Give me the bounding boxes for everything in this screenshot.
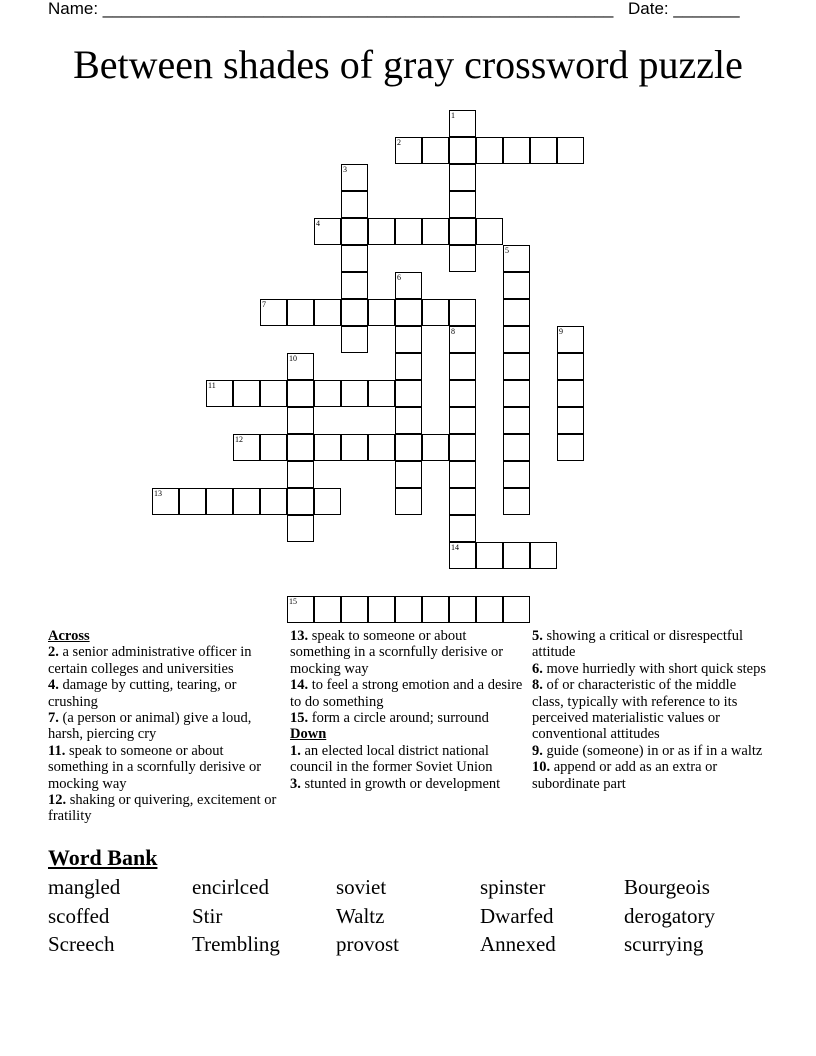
grid-cell[interactable] xyxy=(557,137,584,164)
clue-text: guide (someone) in or as if in a waltz xyxy=(546,742,763,759)
grid-cell[interactable] xyxy=(476,596,503,623)
clue-item xyxy=(48,710,286,743)
grid-cell[interactable] xyxy=(449,542,476,569)
clue-number-label: 9. xyxy=(532,742,543,759)
grid-cell[interactable] xyxy=(449,299,476,326)
grid-cell[interactable] xyxy=(557,434,584,461)
clue-number: 12 xyxy=(235,435,243,444)
grid-cell[interactable] xyxy=(179,488,206,515)
grid-cell[interactable] xyxy=(503,596,530,623)
grid-cell[interactable] xyxy=(260,434,287,461)
grid-cell[interactable] xyxy=(557,380,584,407)
grid-cell[interactable] xyxy=(395,434,422,461)
clue-item xyxy=(532,759,768,792)
clue-text: of or characteristic of the middle class, typically with reference to its perceived materialistic values or conventional attitudes xyxy=(532,677,738,743)
word-bank-item: Annexed xyxy=(480,932,556,956)
word-bank-item: scoffed xyxy=(48,904,110,928)
grid-cell[interactable] xyxy=(395,218,422,245)
grid-cell[interactable] xyxy=(449,515,476,542)
grid-cell[interactable] xyxy=(341,218,368,245)
grid-cell[interactable] xyxy=(503,380,530,407)
clue-number-label: 1. xyxy=(290,742,301,759)
clue-item xyxy=(48,677,286,710)
clue-number-label: 10. xyxy=(532,759,551,776)
word-bank-item: scurrying xyxy=(624,932,704,956)
grid-cell[interactable] xyxy=(395,137,422,164)
grid-cell[interactable] xyxy=(314,434,341,461)
grid-cell[interactable] xyxy=(503,488,530,515)
grid-cell[interactable] xyxy=(260,488,287,515)
clue-number-label: 3. xyxy=(290,775,301,792)
word-bank-item: provost xyxy=(336,932,399,956)
grid-cell[interactable] xyxy=(476,137,503,164)
grid-cell[interactable] xyxy=(449,596,476,623)
grid-cell[interactable] xyxy=(341,299,368,326)
grid-cell[interactable] xyxy=(287,380,314,407)
grid-cell[interactable] xyxy=(395,461,422,488)
clue-number-label: 14. xyxy=(290,677,309,694)
grid-cell[interactable] xyxy=(449,461,476,488)
word-bank-item: Dwarfed xyxy=(480,904,554,928)
word-bank-item: soviet xyxy=(336,875,387,899)
grid-cell[interactable] xyxy=(449,110,476,137)
grid-cell[interactable] xyxy=(422,137,449,164)
grid-cell[interactable] xyxy=(449,407,476,434)
grid-cell[interactable] xyxy=(368,299,395,326)
grid-cell[interactable] xyxy=(368,434,395,461)
grid-cell[interactable] xyxy=(206,380,233,407)
grid-cell[interactable] xyxy=(287,488,314,515)
grid-cell[interactable] xyxy=(341,596,368,623)
grid-cell[interactable] xyxy=(503,434,530,461)
clue-text: damage by cutting, tearing, or crushing xyxy=(48,677,237,710)
across-heading: Across xyxy=(48,628,90,644)
clue-number: 13 xyxy=(154,489,162,498)
clue-number-label: 12. xyxy=(48,792,67,809)
clue-item xyxy=(532,628,768,661)
grid-cell[interactable] xyxy=(422,299,449,326)
word-bank-item: mangled xyxy=(48,875,121,899)
grid-cell[interactable] xyxy=(449,245,476,272)
grid-cell[interactable] xyxy=(395,407,422,434)
clue-number: 6 xyxy=(397,273,401,282)
word-bank-item: Screech xyxy=(48,932,115,956)
clue-item xyxy=(48,743,286,792)
grid-cell[interactable] xyxy=(503,407,530,434)
grid-cell[interactable] xyxy=(449,488,476,515)
clue-number: 11 xyxy=(208,381,216,390)
clue-number-label: 5. xyxy=(532,628,543,644)
clue-number: 4 xyxy=(316,219,320,228)
clue-item xyxy=(48,644,286,677)
clue-number-label: 7. xyxy=(48,710,59,727)
grid-cell[interactable] xyxy=(557,353,584,380)
clue-text: speak to someone or about something in a scornfully derisive or mocking way xyxy=(48,742,262,792)
clue-item xyxy=(290,628,530,677)
grid-cell[interactable] xyxy=(206,488,233,515)
grid-cell[interactable] xyxy=(287,299,314,326)
clue-text: a senior administrative officer in certain colleges and universities xyxy=(48,644,252,677)
grid-cell[interactable] xyxy=(152,488,179,515)
grid-cell[interactable] xyxy=(449,218,476,245)
clue-item xyxy=(290,710,530,726)
clue-number: 14 xyxy=(451,543,459,552)
word-bank-item: Stir xyxy=(192,904,223,928)
grid-cell[interactable] xyxy=(449,191,476,218)
grid-cell[interactable] xyxy=(449,380,476,407)
clue-number: 7 xyxy=(262,300,266,309)
grid-cell[interactable] xyxy=(530,137,557,164)
grid-cell[interactable] xyxy=(395,272,422,299)
clue-text: speak to someone or about something in a scornfully derisive or mocking way xyxy=(290,628,504,677)
grid-cell[interactable] xyxy=(233,434,260,461)
grid-cell[interactable] xyxy=(503,272,530,299)
grid-cell[interactable] xyxy=(368,380,395,407)
grid-cell[interactable] xyxy=(557,407,584,434)
word-bank-item: Trembling xyxy=(192,932,280,956)
grid-cell[interactable] xyxy=(287,434,314,461)
clues-column-2 xyxy=(290,628,530,792)
clue-text: an elected local district national council in the former Soviet Union xyxy=(290,742,493,776)
grid-cell[interactable] xyxy=(476,542,503,569)
clues-column-1 xyxy=(48,628,286,825)
grid-cell[interactable] xyxy=(503,353,530,380)
clue-number: 15 xyxy=(289,597,297,606)
grid-cell[interactable] xyxy=(503,137,530,164)
grid-cell[interactable] xyxy=(395,488,422,515)
grid-cell[interactable] xyxy=(503,542,530,569)
grid-cell[interactable] xyxy=(503,326,530,353)
clue-text: move hurriedly with short quick steps xyxy=(546,660,766,677)
grid-cell[interactable] xyxy=(287,515,314,542)
clue-text: stunted in growth or development xyxy=(304,775,501,792)
grid-cell[interactable] xyxy=(341,326,368,353)
grid-cell[interactable] xyxy=(449,164,476,191)
word-bank-item: Waltz xyxy=(336,904,385,928)
grid-cell[interactable] xyxy=(287,596,314,623)
clue-text: append or add as an extra or subordinate part xyxy=(532,759,718,792)
grid-cell[interactable] xyxy=(341,164,368,191)
grid-cell[interactable] xyxy=(422,596,449,623)
clue-text: (a person or animal) give a loud, harsh, piercing cry xyxy=(48,710,252,743)
grid-cell[interactable] xyxy=(530,542,557,569)
grid-cell[interactable] xyxy=(233,488,260,515)
clue-text: showing a critical or disrespectful attitude xyxy=(532,628,743,661)
grid-cell[interactable] xyxy=(341,191,368,218)
grid-cell[interactable] xyxy=(341,245,368,272)
clue-number-label: 2. xyxy=(48,644,59,661)
name-field[interactable]: Name: ______________________________________________________ xyxy=(48,0,614,18)
clues-column-3 xyxy=(532,628,768,840)
clue-number: 5 xyxy=(505,246,509,255)
grid-cell[interactable] xyxy=(449,137,476,164)
page-title: Between shades of gray crossword puzzle xyxy=(73,42,743,87)
date-field[interactable]: Date: _______ xyxy=(628,0,740,18)
clue-number: 2 xyxy=(397,138,401,147)
down-heading: Down xyxy=(290,726,327,743)
grid-cell[interactable] xyxy=(341,434,368,461)
grid-cell[interactable] xyxy=(314,299,341,326)
clue-number: 10 xyxy=(289,354,297,363)
grid-cell[interactable] xyxy=(314,488,341,515)
clue-number-label: 11. xyxy=(48,742,66,759)
clue-number: 9 xyxy=(559,327,563,336)
grid-cell[interactable] xyxy=(341,380,368,407)
grid-cell[interactable] xyxy=(503,299,530,326)
grid-cell[interactable] xyxy=(395,326,422,353)
grid-cell[interactable] xyxy=(368,596,395,623)
word-bank-item: derogatory xyxy=(624,904,715,928)
grid-cell[interactable] xyxy=(449,353,476,380)
grid-cell[interactable] xyxy=(260,380,287,407)
grid-cell[interactable] xyxy=(449,326,476,353)
clue-item xyxy=(532,661,768,677)
grid-cell[interactable] xyxy=(422,434,449,461)
word-bank-item: encirlced xyxy=(192,875,269,899)
grid-cell[interactable] xyxy=(395,596,422,623)
clue-number-label: 15. xyxy=(290,710,309,727)
grid-cell[interactable] xyxy=(422,218,449,245)
clue-number-label: 4. xyxy=(48,677,59,694)
grid-cell[interactable] xyxy=(449,434,476,461)
word-bank-item: Bourgeois xyxy=(624,875,710,899)
clue-item xyxy=(532,677,768,743)
grid-cell[interactable] xyxy=(233,380,260,407)
clue-text: to feel a strong emotion and a desire to do something xyxy=(290,677,523,710)
grid-cell[interactable] xyxy=(476,218,503,245)
clue-item xyxy=(48,792,286,825)
grid-cell[interactable] xyxy=(314,380,341,407)
grid-cell[interactable] xyxy=(395,380,422,407)
clue-number-label: 13. xyxy=(290,628,309,644)
clue-item xyxy=(290,677,530,710)
grid-cell[interactable] xyxy=(314,596,341,623)
clue-item xyxy=(290,776,530,792)
grid-cell[interactable] xyxy=(287,407,314,434)
word-bank-title: Word Bank xyxy=(48,845,158,870)
grid-cell[interactable] xyxy=(287,353,314,380)
grid-cell[interactable] xyxy=(503,245,530,272)
clue-item xyxy=(290,743,530,776)
grid-cell[interactable] xyxy=(368,218,395,245)
grid-cell[interactable] xyxy=(314,218,341,245)
grid-cell[interactable] xyxy=(395,299,422,326)
grid-cell[interactable] xyxy=(395,353,422,380)
grid-cell[interactable] xyxy=(557,326,584,353)
grid-cell[interactable] xyxy=(503,461,530,488)
clue-item xyxy=(532,743,768,759)
grid-cell[interactable] xyxy=(260,299,287,326)
word-bank-item: spinster xyxy=(480,875,546,899)
clue-number-label: 6. xyxy=(532,660,543,677)
clue-number-label: 8. xyxy=(532,677,543,694)
clue-number: 3 xyxy=(343,165,347,174)
grid-cell[interactable] xyxy=(341,272,368,299)
clue-number: 8 xyxy=(451,327,455,336)
clue-number: 1 xyxy=(451,111,455,120)
clue-text: form a circle around; surround xyxy=(311,710,489,727)
grid-cell[interactable] xyxy=(287,461,314,488)
clue-text: shaking or quivering, excitement or fratility xyxy=(48,792,277,825)
